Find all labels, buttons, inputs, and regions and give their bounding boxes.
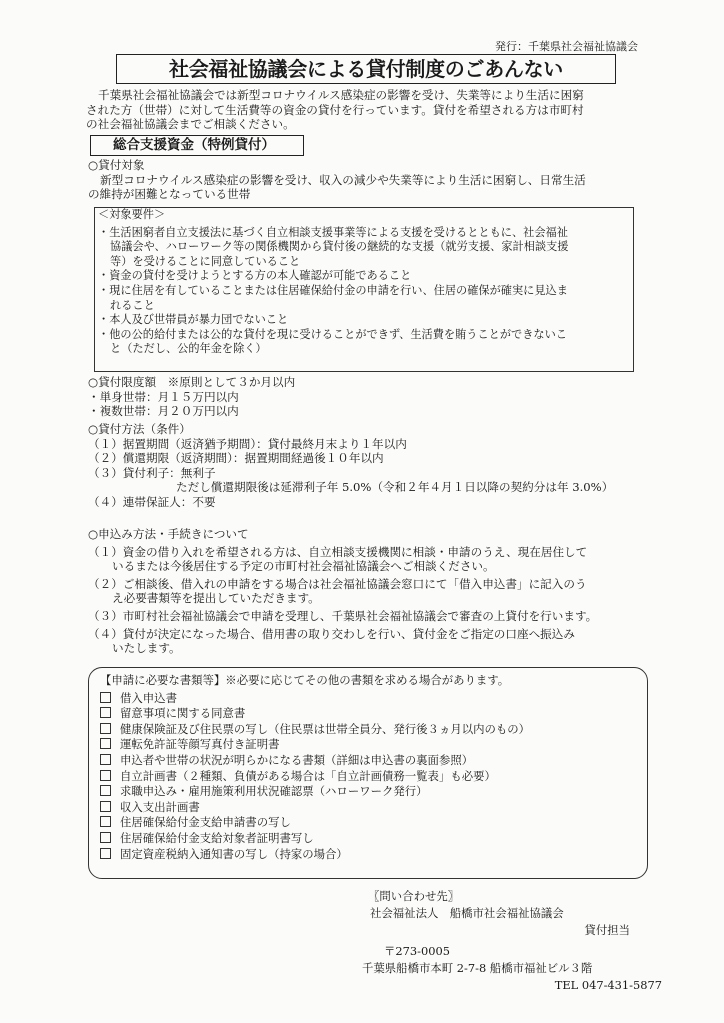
limit-section [88,375,648,419]
method-item-note: ただし償還期限後は延滞利子年 5.0%（令和２年４月１日以降の契約分は年 3.0%） [176,480,614,495]
requirement-line: と（ただし、公的年金を除く） [110,342,267,356]
method-item: （４）連帯保証人：不要 [88,494,216,509]
checkbox-icon[interactable] [100,801,111,812]
method-item: （２）償還期限（返済期間）：据置期間経過後１０年以内 [88,451,384,466]
document-item-label: 収入支出計画書 [120,799,200,814]
requirement-line: ・生活困窮者自立支援法に基づく自立相談支援事業等による支援を受けるとともに、社会福祉 [98,225,568,239]
procedure-line: （１）資金の借り入れを希望される方は、自立相談支援機関に相談・申請のうえ、現在居住して [88,544,588,559]
method-heading: ○貸付方法（条件） [88,422,191,436]
procedure-line: （２）ご相談後、借入れの申請をする場合は社会福祉協議会窓口にて「借入申込書」に記入のう [88,576,587,591]
requirement-line: ・他の公的給付または公的な貸付を現に受けることができず、生活費を賄うことができないこ [98,327,567,341]
procedure-line: いたします。 [112,641,181,656]
checkbox-icon[interactable] [100,738,111,749]
intro-line: の社会福祉協議会までご相談ください。 [86,117,295,132]
document-item [100,815,640,831]
requirement-line: れること [110,298,155,312]
page-title: 社会福祉協議会による貸付制度のごあんない [116,54,616,84]
document-item-label: 自立計画書（２種類、負債がある場合は「自立計画債務一覧表」も必要） [120,768,496,783]
procedure-line: いるまたは今後居住する予定の市町村社会福祉協議会へご相談ください。 [112,559,495,574]
checkbox-icon[interactable] [100,707,111,718]
checkbox-icon[interactable] [100,832,111,843]
limit-heading: ○貸付限度額 ※原則として３か月以内 [88,375,296,389]
document-item [100,831,640,847]
target-line: 新型コロナウイルス感染症の影響を受け、収入の減少や失業等により生活に困窮し、日常生活 [100,172,586,187]
contact-address: 千葉県船橋市本町 2-7-8 船橋市福祉ビル３階 [362,961,593,975]
procedure-line: （４）貸付が決定になった場合、借用書の取り交わしを行い、貸付金をご指定の口座へ振込み [88,626,575,641]
checkbox-icon[interactable] [100,816,111,827]
limit-multi: ・複数世帯：月２０万円以内 [88,404,239,419]
target-section [88,158,648,202]
document-item [100,784,640,800]
contact-section [362,888,668,994]
requirement-line: ・本人及び世帯員が暴力団でないこと [98,313,289,327]
method-item: （３）貸付利子：無利子 [88,465,216,480]
limit-single: ・単身世帯：月１５万円以内 [88,389,239,404]
intro-line: された方（世帯）に対して生活費等の資金の貸付を行っています。貸付を希望される方は市町村 [86,102,584,117]
document-item-label: 運転免許証等顔写真付き証明書 [120,737,280,752]
documents-section [100,673,640,862]
document-item-label: 求職申込み・雇用施策利用状況確認票（ハローワーク発行） [120,784,428,799]
document-item [100,800,640,816]
requirement-line: 等）を受けることに同意していること [110,254,301,268]
checkbox-icon[interactable] [100,785,111,796]
intro-paragraph [86,88,646,132]
document-item [100,753,640,769]
document-item [100,691,640,707]
method-item: （１）据置期間（返済猶予期間）：貸付最終月末より１年以内 [88,436,407,451]
document-item-label: 住居確保給付金支給対象者証明書写し [120,830,314,845]
document-item [100,847,640,863]
target-heading: ○貸付対象 [88,158,145,172]
procedure-heading: ○申込み方法・手続きについて [88,527,249,541]
document-item-label: 借入申込書 [120,690,177,705]
requirement-line: ・現に住居を有していることまたは住居確保給付金の申請を行い、住居の確保が確実に見込ま [98,283,568,297]
document-item-label: 健康保険証及び住民票の写し（住民票は世帯全員分、発行後３ヵ月以内のもの） [120,721,531,736]
contact-heading: 〖問い合わせ先〗 [368,889,460,903]
procedure-line: え必要書類等を提出していただきます。 [112,591,320,606]
requirement-line: 協議会や、ハローワーク等の関係機関から貸付後の継続的な支援（就労支援、家計相談支援 [110,240,569,254]
checkbox-icon[interactable] [100,770,111,781]
intro-line: 千葉県社会福祉協議会では新型コロナウイルス感染症の影響を受け、失業等により生活に困窮 [98,88,584,102]
document-item-label: 固定資産税納入通知書の写し（持家の場合） [120,846,348,861]
document-item [100,706,640,722]
section-title: 総合支援資金（特例貸付） [90,135,304,156]
checkbox-icon[interactable] [100,848,111,859]
document-item-label: 住居確保給付金支給申請書の写し [120,815,291,830]
document-item-label: 留意事項に関する同意書 [120,706,246,721]
document-item [100,769,640,785]
contact-dept: 貸付担当 [584,923,630,937]
method-section [88,422,648,510]
documents-heading: 【申請に必要な書類等】※必要に応じてその他の書類を求める場合があります。 [100,673,510,687]
checkbox-icon[interactable] [100,723,111,734]
requirement-line: ・資金の貸付を受けようとする方の本人確認が可能であること [98,269,412,283]
document-item [100,722,640,738]
publisher-label: 発行：千葉県社会福祉協議会 [495,40,638,53]
checkbox-icon[interactable] [100,692,111,703]
contact-tel: TEL 047-431-5877 [554,978,662,992]
requirements-heading: ＜対象要件＞ [98,208,166,221]
procedure-line: （３）市町村社会福祉協議会で申請を受理し、千葉県社会福祉協議会で審査の上貸付を行います。 [88,608,598,623]
contact-org: 社会福祉法人 船橋市社会福祉協議会 [370,906,564,920]
target-line: の維持が困難となっている世帯 [88,187,251,202]
document-item [100,737,640,753]
contact-postal: 〒273-0005 [384,944,450,958]
procedure-section [88,527,648,656]
document-item-label: 申込者や世帯の状況が明らかになる書類（詳細は申込書の裏面参照） [120,752,474,767]
checkbox-icon[interactable] [100,754,111,765]
requirements-section [98,208,638,357]
